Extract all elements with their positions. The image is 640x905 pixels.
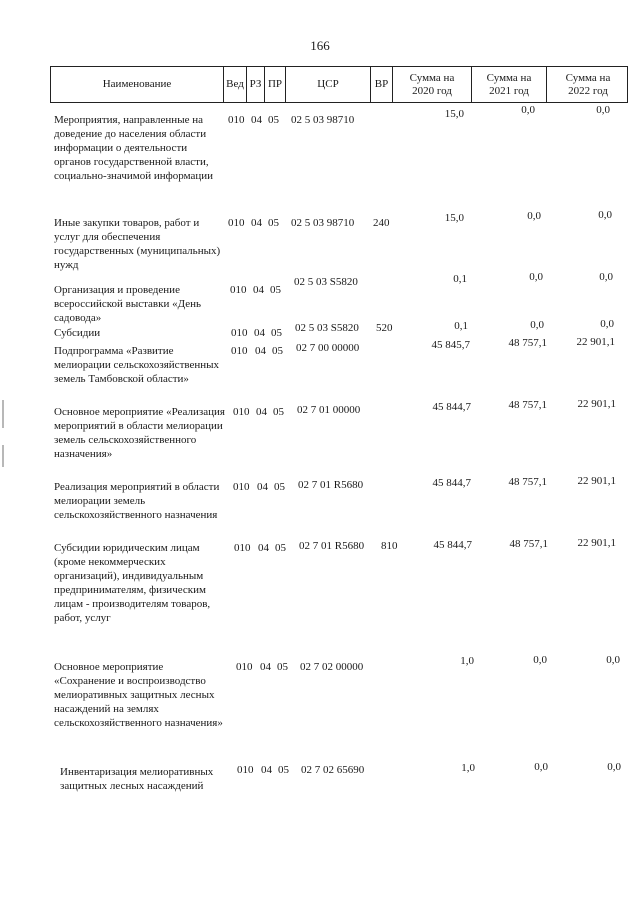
row-name: Мероприятия, направленные на доведение до населения области информации о деятельности органов государственной власти, социально-значимой информации (54, 114, 214, 182)
row-sum-2020: 1,0 (461, 762, 475, 774)
row-pr: 05 (277, 661, 288, 673)
row-pr: 05 (275, 542, 286, 554)
row-name: Организация и проведение всероссийской выставки «День садовода» (54, 284, 202, 324)
row-sum-2022: 22 901,1 (577, 398, 616, 410)
row-ved: 010 (236, 661, 253, 673)
row-sum-2021: 48 757,1 (508, 337, 547, 349)
table-header (50, 66, 628, 103)
row-name: Основное мероприятие «Сохранение и воспроизводство мелиоративных защитных лесных насаждений на землях сельскохозяйственного назначения» (54, 661, 223, 729)
row-sum-2020: 15,0 (444, 108, 464, 120)
row-pr: 05 (278, 764, 289, 776)
row-csr: 02 7 00 00000 (296, 342, 360, 354)
header-ved: Вед (223, 67, 246, 102)
row-pr: 05 (274, 481, 285, 493)
row-rz: 04 (258, 542, 269, 554)
row-rz: 04 (255, 345, 266, 357)
row-ved: 010 (234, 542, 251, 554)
row-sum-2021: 48 757,1 (508, 399, 547, 411)
row-sum-2022: 22 901,1 (576, 336, 615, 348)
row-pr: 05 (273, 406, 284, 418)
row-sum-2022: 22 901,1 (577, 537, 616, 549)
row-vr: 810 (381, 540, 398, 552)
header-rz: РЗ (246, 67, 264, 102)
scan-mark (2, 445, 4, 467)
row-sum-2020: 15,0 (444, 212, 464, 224)
row-sum-2021: 0,0 (533, 654, 547, 666)
row-csr: 02 5 03 S5820 (294, 276, 358, 288)
row-sum-2021: 48 757,1 (508, 476, 547, 488)
row-rz: 04 (251, 114, 262, 126)
row-csr: 02 5 03 98710 (291, 217, 355, 229)
row-rz: 04 (260, 661, 271, 673)
header-name: Наименование (102, 78, 172, 91)
row-ved: 010 (230, 284, 247, 296)
row-sum-2020: 45 844,7 (432, 401, 471, 413)
row-pr: 05 (270, 284, 281, 296)
row-csr: 02 7 01 R5680 (299, 540, 365, 552)
row-sum-2022: 0,0 (600, 318, 614, 330)
row-pr: 05 (271, 327, 282, 339)
row-ved: 010 (228, 217, 245, 229)
row-name: Реализация мероприятий в области мелиорации земель сельскохозяйственного назначения (54, 481, 220, 521)
row-sum-2020: 1,0 (460, 655, 474, 667)
row-sum-2020: 45 844,7 (433, 539, 472, 551)
row-rz: 04 (254, 327, 265, 339)
row-sum-2022: 0,0 (598, 209, 612, 221)
row-rz: 04 (257, 481, 268, 493)
row-name: Субсидии юридическим лицам (кроме некоммерческих организаций), индивидуальным предпринимателям, физическим лицам - производителям товаров, работ, услуг (54, 542, 211, 624)
page-number: 166 (310, 38, 330, 53)
row-pr: 05 (268, 217, 279, 229)
row-csr: 02 7 01 00000 (297, 404, 361, 416)
row-sum-2020: 45 844,7 (432, 477, 471, 489)
header-vr: ВР (370, 67, 392, 102)
row-name: Иные закупки товаров, работ и услуг для обеспечения государственных (муниципальных) нужд (54, 217, 221, 271)
row-sum-2021: 0,0 (530, 319, 544, 331)
header-sum-2020: Сумма на 2020 год (392, 67, 471, 102)
row-vr: 520 (376, 322, 393, 334)
row-rz: 04 (253, 284, 264, 296)
row-sum-2022: 0,0 (599, 271, 613, 283)
row-sum-2022: 0,0 (596, 104, 610, 116)
row-vr: 240 (373, 217, 390, 229)
row-sum-2021: 0,0 (527, 210, 541, 222)
row-ved: 010 (231, 345, 248, 357)
row-sum-2022: 22 901,1 (577, 475, 616, 487)
row-sum-2021: 0,0 (521, 104, 535, 116)
row-csr: 02 5 03 98710 (291, 114, 355, 126)
row-sum-2021: 0,0 (534, 761, 548, 773)
row-csr: 02 7 02 65690 (301, 764, 365, 776)
row-pr: 05 (268, 114, 279, 126)
row-csr: 02 5 03 S5820 (295, 322, 359, 334)
scan-mark (2, 400, 4, 428)
row-sum-2021: 0,0 (529, 271, 543, 283)
row-sum-2022: 0,0 (607, 761, 621, 773)
row-sum-2020: 45 845,7 (431, 339, 470, 351)
row-sum-2022: 0,0 (606, 654, 620, 666)
row-sum-2020: 0,1 (453, 273, 467, 285)
header-csr: ЦСР (285, 67, 370, 102)
row-name: Инвентаризация мелиоративных защитных лесных насаждений (60, 766, 214, 792)
row-name: Основное мероприятие «Реализация мероприятий в области мелиорации земель сельскохозяйственного назначения» (54, 406, 225, 460)
header-sum-2021: Сумма на 2021 год (471, 67, 546, 102)
row-csr: 02 7 02 00000 (300, 661, 364, 673)
row-rz: 04 (256, 406, 267, 418)
header-pr: ПР (264, 67, 285, 102)
row-sum-2021: 48 757,1 (509, 538, 548, 550)
row-name: Субсидии (54, 327, 101, 339)
row-name: Подпрограмма «Развитие мелиорации сельскохозяйственных земель Тамбовской области» (54, 345, 220, 385)
row-rz: 04 (261, 764, 272, 776)
row-sum-2020: 0,1 (454, 320, 468, 332)
header-sum-2022: Сумма на 2022 год (546, 67, 629, 102)
row-ved: 010 (233, 406, 250, 418)
row-ved: 010 (233, 481, 250, 493)
row-rz: 04 (251, 217, 262, 229)
row-csr: 02 7 01 R5680 (298, 479, 364, 491)
row-ved: 010 (237, 764, 254, 776)
row-ved: 010 (231, 327, 248, 339)
row-ved: 010 (228, 114, 245, 126)
row-pr: 05 (272, 345, 283, 357)
